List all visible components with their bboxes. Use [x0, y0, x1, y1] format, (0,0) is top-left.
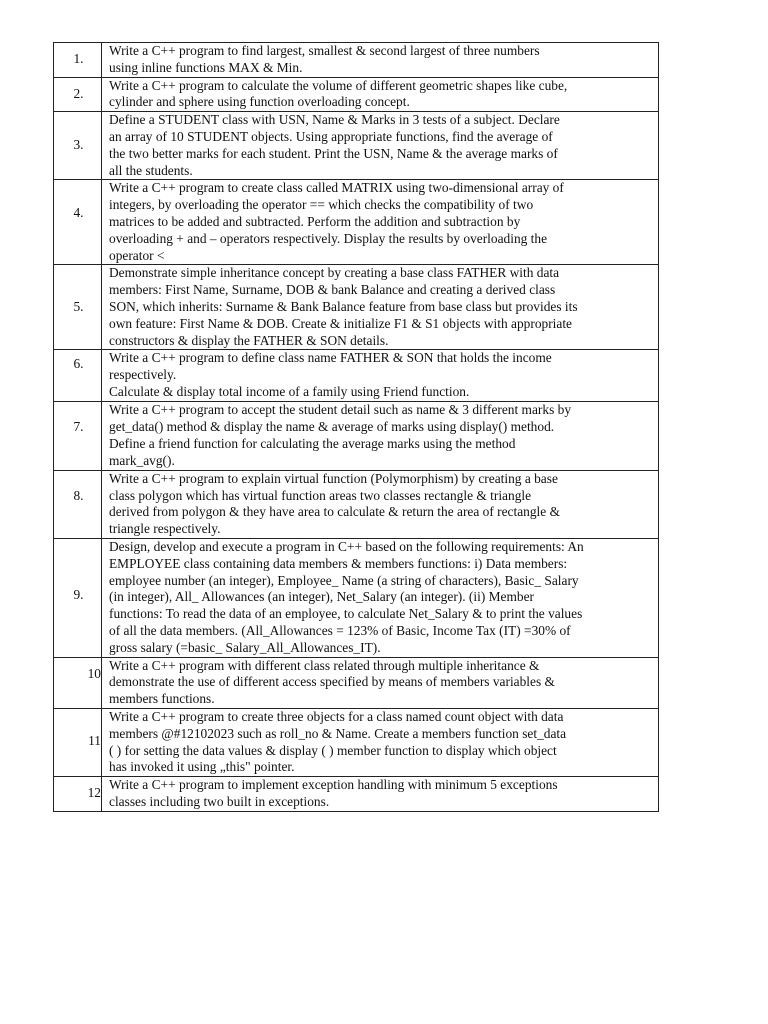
- table-row: [54, 657, 659, 708]
- program-number: 8.: [54, 470, 102, 538]
- program-number: 12: [54, 777, 102, 812]
- table-row: [54, 265, 659, 350]
- program-description: Design, develop and execute a program in C++ based on the following requirements: An EMPLOYEE class containing data members & members functions: i) Data members: employee number (an integer), Employee_ Name (a string of characters), Basic_ Salary (in integer), All_ Allowances (an integer), Net_Salary (an integer). (ii) Member functions: To read the data of an employee, to calculate Net_Salary & to print the values of all the data members. (All_Allowances = 123% of Basic, Income Tax (IT) =30% of gross salary (=basic_ Salary_All_Allowances_IT).: [102, 538, 659, 657]
- program-description: Write a C++ program to calculate the volume of different geometric shapes like cube, cylinder and sphere using function overloading concept.: [102, 77, 659, 112]
- table-row: [54, 777, 659, 812]
- program-number: 2.: [54, 77, 102, 112]
- table-row: [54, 708, 659, 776]
- program-number: 4.: [54, 180, 102, 265]
- table-row: [54, 350, 659, 401]
- program-number: 1.: [54, 43, 102, 78]
- program-description: Write a C++ program to create class called MATRIX using two-dimensional array of integers, by overloading the operator == which checks the compatibility of two matrices to be added and subtracted. Perform the addition and subtraction by overloading + and – operators respectively. Display the results by overloading the operator <: [102, 180, 659, 265]
- table-row: [54, 538, 659, 657]
- program-description: Write a C++ program with different class related through multiple inheritance & demonstrate the use of different access specified by means of members variables & members functions.: [102, 657, 659, 708]
- program-number: 10: [54, 657, 102, 708]
- program-number: 5.: [54, 265, 102, 350]
- table-row: [54, 180, 659, 265]
- program-description: Write a C++ program to accept the student detail such as name & 3 different marks by get_data() method & display the name & average of marks using display() method. Define a friend function for calculating the average marks using the method mark_avg().: [102, 401, 659, 470]
- program-description: Write a C++ program to explain virtual function (Polymorphism) by creating a base class polygon which has virtual function areas two classes rectangle & triangle derived from polygon & they have area to calculate & return the area of rectangle & triangle respectively.: [102, 470, 659, 538]
- table-row: [54, 112, 659, 180]
- program-description: Write a C++ program to create three objects for a class named count object with data members @#12102023 such as roll_no & Name. Create a members function set_data ( ) for setting the data values & display ( ) member function to display which object has invoked it using „this" pointer.: [102, 708, 659, 776]
- program-description: Demonstrate simple inheritance concept by creating a base class FATHER with data members: First Name, Surname, DOB & bank Balance and creating a derived class SON, which inherits: Surname & Bank Balance feature from base class but provides its own feature: First Name & DOB. Create & initialize F1 & S1 objects with appropriate constructors & display the FATHER & SON details.: [102, 265, 659, 350]
- program-description: Write a C++ program to implement exception handling with minimum 5 exceptions classes including two built in exceptions.: [102, 777, 659, 812]
- table-row: [54, 77, 659, 112]
- program-list-table: [53, 42, 659, 812]
- program-number: 6.: [54, 350, 102, 401]
- program-description: Write a C++ program to define class name FATHER & SON that holds the income respectively. Calculate & display total income of a family using Friend function.: [102, 350, 659, 401]
- program-description: Define a STUDENT class with USN, Name & Marks in 3 tests of a subject. Declare an array of 10 STUDENT objects. Using appropriate functions, find the average of the two better marks for each student. Print the USN, Name & the average marks of all the students.: [102, 112, 659, 180]
- program-number: 9.: [54, 538, 102, 657]
- table-row: [54, 43, 659, 78]
- program-number: 11: [54, 708, 102, 776]
- program-description: Write a C++ program to find largest, smallest & second largest of three numbers using inline functions MAX & Min.: [102, 43, 659, 78]
- table-row: [54, 470, 659, 538]
- program-number: 3.: [54, 112, 102, 180]
- table-row: [54, 401, 659, 470]
- program-number: 7.: [54, 401, 102, 470]
